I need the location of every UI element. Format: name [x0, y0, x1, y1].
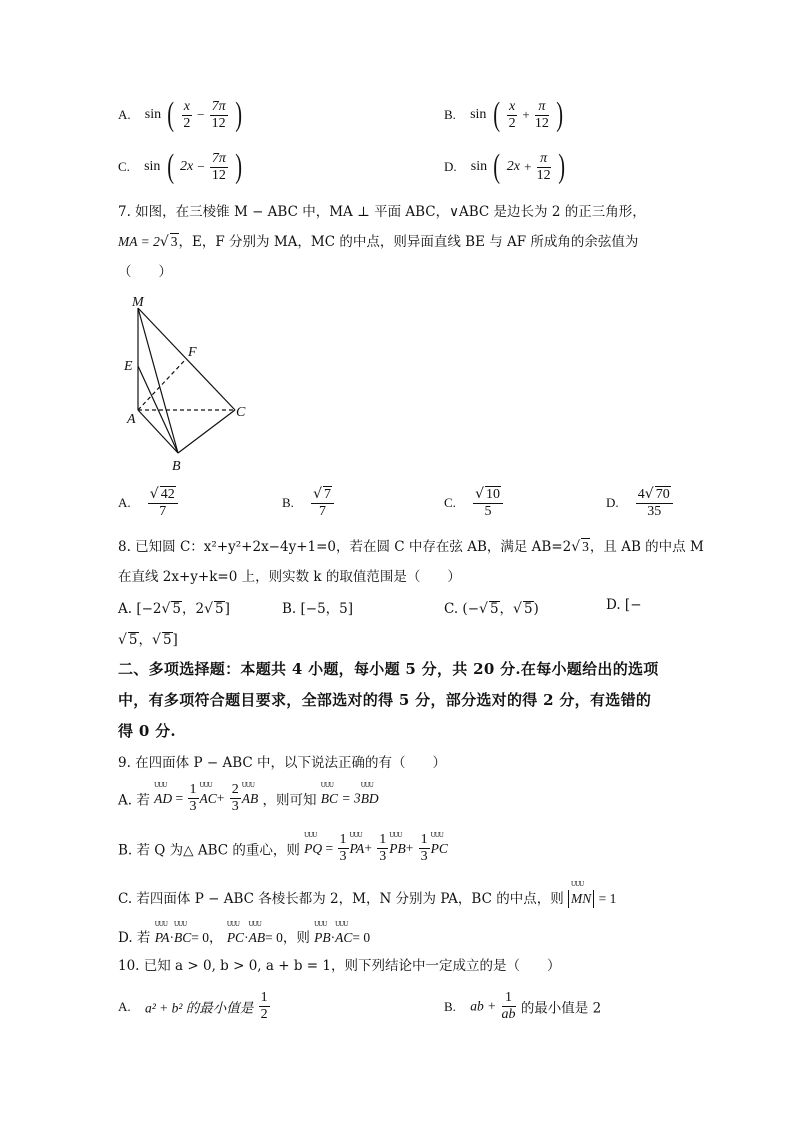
q8-option-b: B. [−5，5] — [282, 601, 354, 617]
operator: − — [197, 159, 205, 174]
fraction: $\frac{\pi}{12}$ — [536, 150, 551, 183]
left-paren: ( — [493, 148, 501, 185]
sqrt-sign: √ — [571, 539, 581, 555]
label-b: B — [172, 459, 181, 474]
q7-option-a — [118, 486, 179, 520]
operator: + — [522, 107, 530, 122]
fraction: $\frac{√ 10}{5}$ — [473, 486, 503, 520]
left-paren: ( — [166, 148, 174, 185]
q10-stem: 10. 已知 a > 0, b > 0, a + b = 1，则下列结论中一定成立的是（ ） — [118, 958, 561, 974]
argument: 2x — [180, 159, 194, 174]
right-paren: ) — [556, 96, 564, 133]
q9-option-b: B. 若 Q 为△ ABC 的重心，则 UUU PQ = $\frac{1}{3}$ UUU PA+ $\frac{1}{3}$ UUU PB+ $\frac{1}{3}$ UUU PC — [118, 832, 448, 872]
q6-option-c — [118, 150, 244, 190]
q8-stem-line2: 在直线 2x+y+k=0 上，则实数 k 的取值范围是（ ） — [118, 569, 461, 585]
q8-stem-a: 8. 已知圆 C：x²+y²+2x−4y+1=0，若在圆 C 中存在弦 AB，满足 AB=2 — [118, 539, 572, 555]
fraction: $\frac{x}{2}$ — [183, 98, 191, 131]
argument: 2x — [506, 159, 520, 174]
section2-heading-line2: 中，有多项符合题目要求，全部选对的得 5 分，部分选对的得 2 分，有选错的 — [118, 691, 652, 709]
q8-option-d: D. [− — [606, 597, 642, 613]
q8-option-a: A. [−2√ 5，2√ 5] — [118, 601, 230, 617]
q7-option-c — [444, 486, 504, 520]
option-label: C. — [118, 159, 130, 174]
q6-option-b — [444, 98, 565, 138]
label-e: E — [124, 359, 133, 374]
fraction: $\frac{√ 42}{7}$ — [148, 486, 178, 520]
option-label: D. — [444, 159, 457, 174]
fraction: $\frac{√ 7}{7}$ — [311, 486, 334, 520]
q7-stem-line2 — [118, 232, 638, 252]
fraction: $\frac{4√ 70}{35}$ — [636, 486, 673, 520]
q8-stem-b: ，且 AB 的中点 M — [589, 539, 704, 555]
q8-stem-line1 — [118, 537, 704, 557]
q9-option-a: A. 若 UUU AD = $\frac{1}{3}$ UUU AC+ $\frac{2}{3}$ UUU AB ，则可知 UUU BC = 3UUU BD — [118, 782, 379, 822]
section2-heading-line3: 得 0 分. — [118, 722, 176, 740]
fraction: $\frac{7\pi}{12}$ — [211, 98, 226, 131]
right-paren: ) — [557, 148, 565, 185]
q7-option-d — [606, 486, 674, 520]
label-f: F — [188, 345, 197, 360]
label-c: C — [236, 405, 246, 420]
q6-option-d — [444, 150, 567, 190]
left-paren: ( — [167, 96, 175, 133]
ma-eq: MA = 2 — [118, 234, 160, 249]
q7-stem-rest: ，E，F 分别为 MA，MC 的中点，则异面直线 BE 与 AF 所成角的余弦值为 — [178, 234, 639, 250]
label-m: M — [132, 295, 144, 310]
right-paren: ) — [235, 148, 243, 185]
sin-function: sin — [144, 159, 161, 174]
option-label: D. — [606, 495, 619, 510]
left-paren: ( — [492, 96, 500, 133]
option-label: B. — [444, 107, 456, 122]
radicand: 3 — [170, 234, 178, 249]
sin-function: sin — [470, 159, 488, 174]
section2-heading-line1: 二、多项选择题：本题共 4 小题，每小题 5 分，共 20 分.在每小题给出的选项 — [118, 660, 659, 678]
tetrahedron-figure — [120, 290, 260, 475]
operator: − — [197, 107, 205, 122]
q8-option-c: C. (−√ 5，√ 5) — [444, 601, 539, 617]
q7-stem-line3: （ ） — [118, 264, 172, 280]
right-paren: ) — [235, 96, 242, 133]
option-label: B. — [282, 495, 294, 510]
q6-option-a — [118, 98, 244, 138]
q7-option-b — [282, 486, 335, 520]
q9-stem: 9. 在四面体 P − ABC 中，以下说法正确的有（ ） — [118, 755, 446, 771]
q9-option-c: C. 若四面体 P − ABC 各棱长都为 2，M，N 分别为 PA，BC 的中点，则 UUU MN = 1 — [118, 887, 616, 908]
fraction: $\frac{\pi}{12}$ — [534, 98, 549, 131]
option-label: C. — [444, 495, 456, 510]
sin-function: sin — [144, 107, 162, 122]
fraction: $\frac{x}{2}$ — [508, 98, 516, 131]
edge-bc — [178, 410, 235, 453]
operator: + — [524, 159, 532, 174]
fraction: $\frac{7\pi}{12}$ — [211, 150, 226, 183]
q8-option-d-continued: √ 5，√ 5] — [118, 632, 178, 648]
sqrt-sign: √ — [159, 234, 169, 250]
q10-option-a: A. a² + b² 的最小值是 $\frac{1}{2}$ — [118, 990, 268, 1022]
sin-function: sin — [470, 107, 487, 122]
segment-af-hidden — [138, 359, 186, 410]
q7-stem-line1: 7. 如图，在三棱锥 M − ABC 中，MA ⊥ 平面 ABC，∨ABC 是边长为 2 的正三角形， — [118, 204, 646, 220]
q9-option-d: D. 若 UUU PA·UUU BC= 0， UUU PC·UUU AB= 0，则 UUU PB·UUU AC= 0 — [118, 926, 370, 946]
option-label: A. — [118, 107, 131, 122]
radicand: 3 — [582, 539, 589, 554]
label-a: A — [127, 412, 136, 427]
q10-option-b: B. ab + $\frac{1}{ab}$ 的最小值是 2 — [444, 990, 602, 1022]
option-label: A. — [118, 495, 131, 510]
